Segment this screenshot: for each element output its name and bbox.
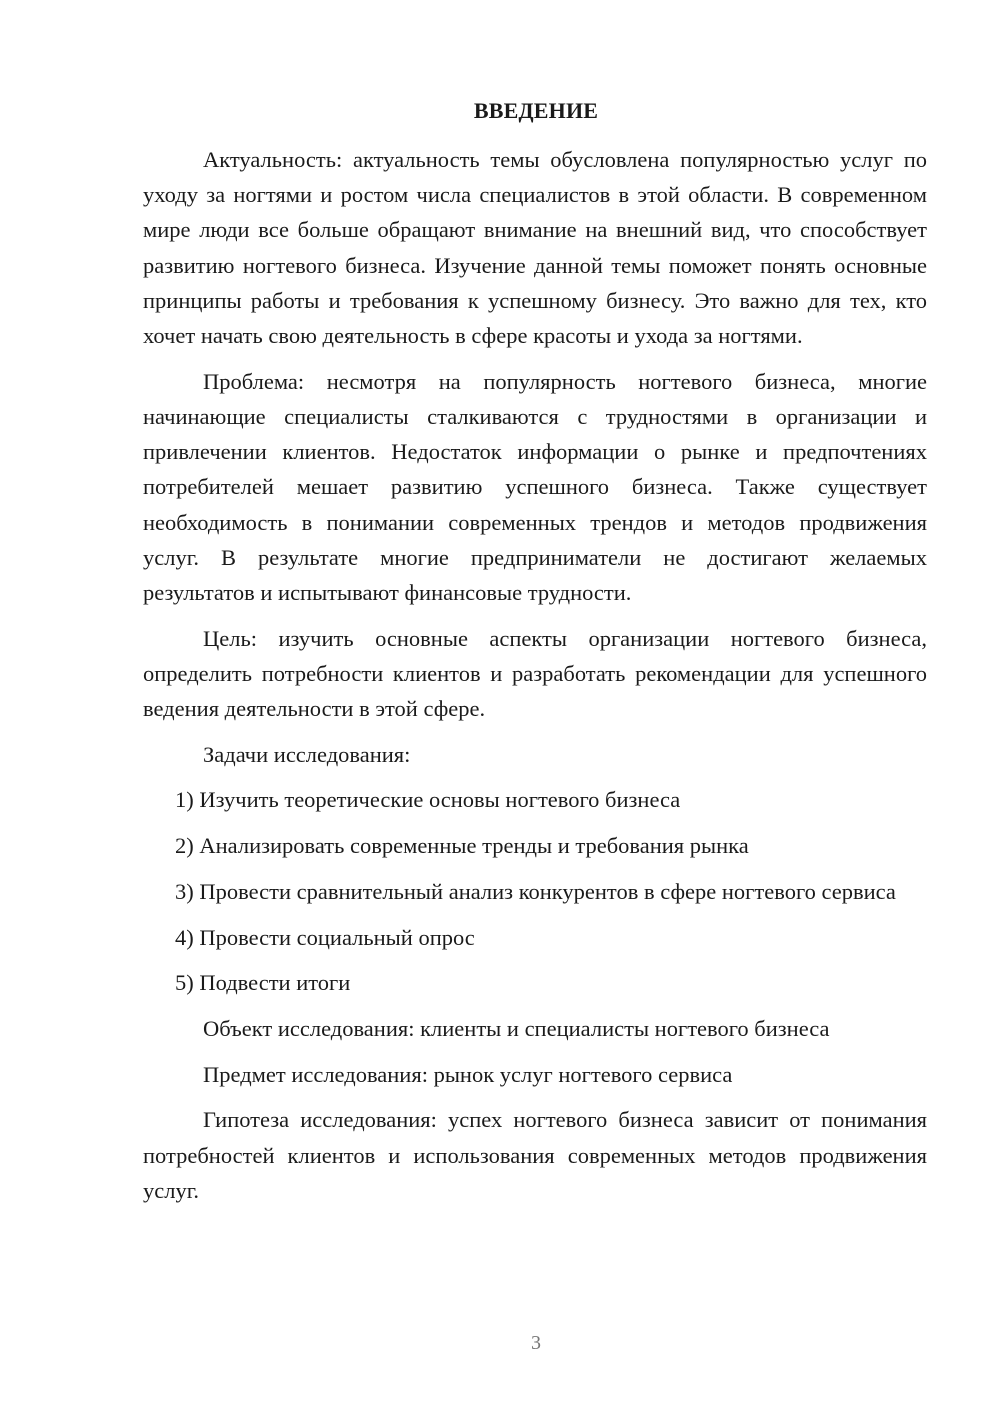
subject-paragraph: Предмет исследования: рынок услуг ногтевого сервиса: [203, 1061, 733, 1087]
task-item: 5) Подвести итоги: [175, 970, 351, 996]
hypothesis-paragraph: Гипотеза исследования: успех ногтевого бизнеса зависит от понимания потребностей клиентов и использования современных методов продвижения услуг.: [143, 1107, 927, 1203]
object-paragraph: Объект исследования: клиенты и специалисты ногтевого бизнеса: [203, 1015, 830, 1041]
task-item: 2) Анализировать современные тренды и требования рынка: [175, 833, 749, 859]
task-item: 1) Изучить теоретические основы ногтевого бизнеса: [175, 787, 681, 813]
problem-paragraph: Проблема: несмотря на популярность ногтевого бизнеса, многие начинающие специалисты сталкиваются с трудностями в организации и привлечении клиентов. Недостаток информации о рынке и предпочтениях потребителей мешает развитию успешного бизнеса. Также существует необходимость в понимании современных трендов и методов продвижения услуг. В результате многие предприниматели не достигают желаемых результатов и испытывают финансовые трудности.: [143, 368, 927, 605]
task-item: 4) Провести социальный опрос: [175, 924, 475, 950]
task-item: 3) Провести сравнительный анализ конкурентов в сфере ногтевого сервиса: [175, 878, 896, 904]
page-number: 3: [531, 1332, 541, 1354]
relevance-paragraph: Актуальность: актуальность темы обусловлена популярностью услуг по уходу за ногтями и ростом числа специалистов в этой области. В современном мире люди все больше обращают внимание на внешний вид, что способствует развитию ногтевого бизнеса. Изучение данной темы поможет понять основные принципы работы и требования к успешному бизнесу. Это важно для тех, кто хочет начать свою деятельность в сфере красоты и ухода за ногтями.: [143, 147, 927, 349]
page-title: ВВЕДЕНИЕ: [473, 98, 599, 123]
tasks-heading: Задачи исследования:: [203, 741, 411, 767]
goal-paragraph: Цель: изучить основные аспекты организации ногтевого бизнеса, определить потребности клиентов и разработать рекомендации для успешного ведения деятельности в этой сфере.: [143, 625, 927, 722]
document-body: [143, 142, 927, 1218]
